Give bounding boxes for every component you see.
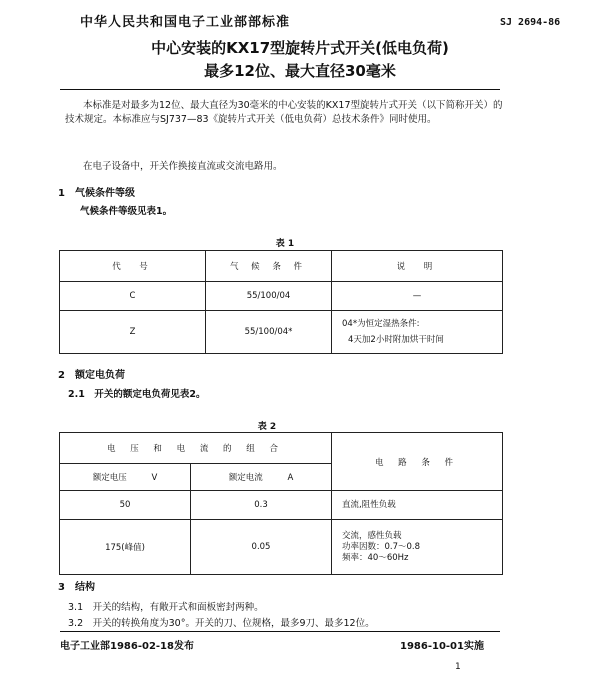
section-2-heading: 2 额定电负荷 <box>58 370 125 381</box>
circuit-line: 功率因数：0.7～0.8 <box>342 541 421 552</box>
current-unit: A <box>287 473 294 483</box>
implementation-date: 1986-10-01实施 <box>400 641 484 652</box>
table-cell-code: C <box>60 282 206 311</box>
table-header-note: 说 明 <box>332 251 503 282</box>
section-3-item-2: 3.2 开关的转换角度为30°。开关的刀、位规格，最多9刀、最多12位。 <box>68 618 375 629</box>
publish-date: 电子工业部1986-02-18发布 <box>60 641 194 652</box>
section-1-heading: 1 气候条件等级 <box>58 188 135 199</box>
section-3-item-1: 3.1 开关的结构，有敞开式和面板密封两种。 <box>68 602 264 613</box>
table-row <box>60 491 503 520</box>
standard-number: SJ 2694-86 <box>500 17 561 28</box>
voltage-label: 额定电压 <box>92 473 127 483</box>
table-row <box>60 311 503 354</box>
table-cell-climate: 55/100/04* <box>206 311 332 354</box>
circuit-line: 交流，感性负载 <box>342 530 402 541</box>
header-rule <box>60 89 500 90</box>
page-number: 1 <box>455 662 461 672</box>
climate-table <box>59 250 503 354</box>
footer-rule <box>60 631 500 632</box>
section-3-heading: 3 结构 <box>58 582 95 593</box>
circuit-line: 频率：40～60Hz <box>342 552 409 563</box>
note-line: 04*为恒定湿热条件: <box>342 319 420 329</box>
table-cell-climate: 55/100/04 <box>206 282 332 311</box>
table-cell-circuit: 直流,阻性负载 <box>332 491 503 520</box>
table-header-circuit: 电 路 条 件 <box>332 433 503 491</box>
section-1-text: 气候条件等级见表1。 <box>80 206 173 217</box>
table-cell-voltage: 175(峰值) <box>60 520 191 575</box>
current-label: 额定电流 <box>228 473 263 483</box>
table-header-current <box>191 464 332 491</box>
table-cell-current: 0.3 <box>191 491 332 520</box>
table-1-caption: 表 1 <box>275 239 295 249</box>
document-subtitle: 最多12位、最大直径30毫米 <box>204 62 396 80</box>
table-header-climate: 气 候 条 件 <box>206 251 332 282</box>
table-2-caption: 表 2 <box>257 422 277 432</box>
table-row <box>60 282 503 311</box>
load-table <box>59 432 503 575</box>
table-cell-current: 0.05 <box>191 520 332 575</box>
table-cell-circuit <box>332 520 503 575</box>
table-cell-note: — <box>332 282 503 311</box>
table-header-combination: 电 压 和 电 流 的 组 合 <box>60 433 332 464</box>
document-title: 中心安装的KX17型旋转片式开关(低电负荷) <box>151 39 449 57</box>
table-cell-code: Z <box>60 311 206 354</box>
note-line: 4天加2小时附加烘干时间 <box>348 335 444 345</box>
table-header-voltage <box>60 464 191 491</box>
usage-paragraph: 在电子设备中，开关作换接直流或交流电路用。 <box>83 161 283 172</box>
table-header-code: 代 号 <box>60 251 206 282</box>
table-cell-note <box>332 311 503 354</box>
section-2-text: 2.1 开关的额定电负荷见表2。 <box>68 389 206 400</box>
table-row <box>60 520 503 575</box>
table-cell-voltage: 50 <box>60 491 191 520</box>
ministry-heading: 中华人民共和国电子工业部部标准 <box>80 15 291 30</box>
intro-paragraph: 本标准是对最多为12位、最大直径为30毫米的中心安装的KX17型旋转片式开关（以下简称开关）的技术规定。本标准应与SJ737—83《旋转片式开关（低电负荷）总技术条件》同时使用。 <box>65 100 503 125</box>
voltage-unit: V <box>151 473 158 483</box>
